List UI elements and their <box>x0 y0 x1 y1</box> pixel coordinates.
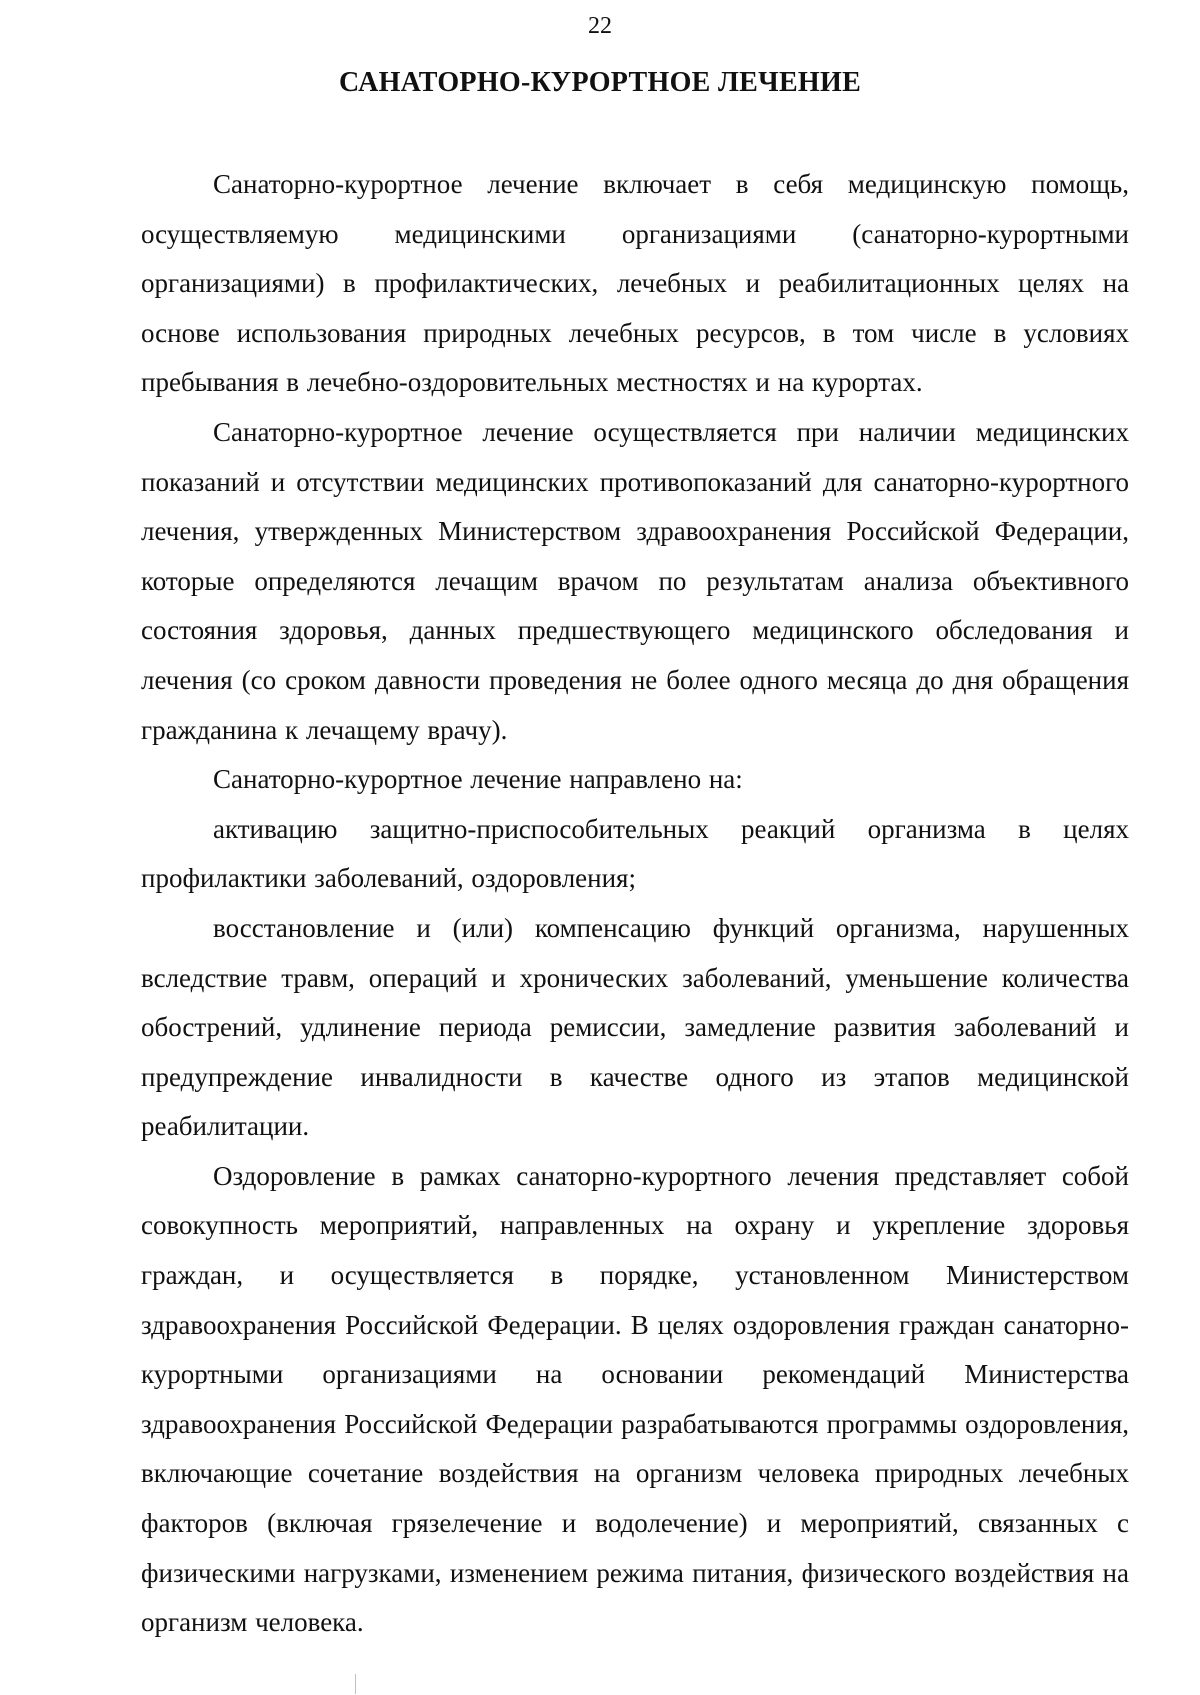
page-title: САНАТОРНО-КУРОРТНОЕ ЛЕЧЕНИЕ <box>338 67 862 98</box>
paragraph-indications: Санаторно-курортное лечение осуществляется при наличии медицинских показаний и отсутствии медицинских противопоказаний для санаторно-курортного лечения, утвержденных Министерством здравоохранения Российской Федерации, которые определяются лечащим врачом по результатам анализа объективного состояния здоровья, данных предшествующего медицинского обследования и лечения (со сроком давности проведения не более одного месяца до дня обращения гражданина к лечащему врачу). <box>141 416 1129 745</box>
paragraph-wellness: Оздоровление в рамках санаторно-курортного лечения представляет собой совокупность мероприятий, направленных на охрану и укрепление здоровья граждан, и осуществляется в порядке, установленном Министерством здравоохранения Российской Федерации. В целях оздоровления граждан санаторно-курортными организациями на основании рекомендаций Министерства здравоохранения Российской Федерации разрабатываются программы оздоровления, включающие сочетание воздействия на организм человека природных лечебных факторов (включая грязелечение и водолечение) и мероприятий, связанных с физическими нагрузками, изменением режима питания, физического воздействия на организм человека. <box>141 1160 1129 1638</box>
paragraph-aim-activation: активацию защитно-приспособительных реакций организма в целях профилактики заболеваний, оздоровления; <box>141 813 1129 894</box>
paragraph-aims-intro: Санаторно-курортное лечение направлено на: <box>213 764 743 795</box>
document-body <box>141 160 1129 1648</box>
page-number: 22 <box>588 13 612 39</box>
paragraph-aim-restoration: восстановление и (или) компенсацию функций организма, нарушенных вследствие травм, операций и хронических заболеваний, уменьшение количества обострений, удлинение периода ремиссии, замедление развития заболеваний и предупреждение инвалидности в качестве одного из этапов медицинской реабилитации. <box>141 912 1129 1142</box>
paragraph-definition: Санаторно-курортное лечение включает в себя медицинскую помощь, осуществляемую медицинскими организациями (санаторно-курортными организациями) в профилактических, лечебных и реабилитационных целях на основе использования природных лечебных ресурсов, в том числе в условиях пребывания в лечебно-оздоровительных местностях и на курортах. <box>141 169 1129 398</box>
scan-mark <box>355 1674 356 1694</box>
